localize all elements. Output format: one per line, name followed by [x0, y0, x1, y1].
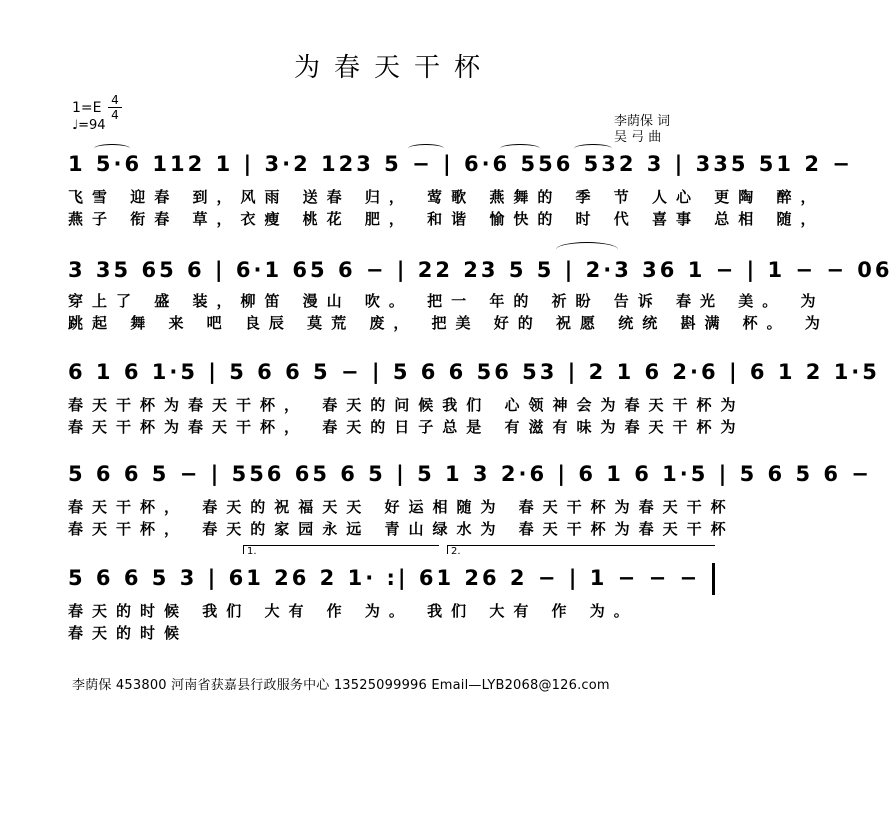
lyrics-verse-2-row-5: 春天的时候 [68, 624, 189, 642]
lyrics-verse-2-row-2: 跳起 舞 来 吧 良辰 莫荒 废， 把美 好的 祝愿 统统 斟满 杯。 为 [68, 314, 829, 332]
lyrics-verse-1-row-1: 飞雪 迎春 到，风雨 送春 归， 莺歌 燕舞的 季 节 人心 更陶 醉， [68, 188, 825, 206]
lyrics-verse-2-row-3: 春天干杯为春天干杯， 春天的日子总是 有滋有味为春天干杯为 [68, 418, 745, 436]
tempo-marking: ♩=94 [72, 118, 106, 133]
time-signature [108, 94, 122, 121]
notes-row-2: 3 35 65 6 | 6·1 65 6 − | 22 23 5 5 | 2·3 36 1 − | 1 − − 06 [68, 258, 892, 282]
time-signature-top: 4 [111, 93, 119, 107]
final-barline [712, 563, 715, 595]
lyrics-verse-1-row-2: 穿上了 盛 装，柳笛 漫山 吹。 把一 年的 祈盼 告诉 春光 美。 为 [68, 292, 825, 310]
lyrics-verse-1-row-3: 春天干杯为春天干杯， 春天的问候我们 心领神会为春天干杯为 [68, 396, 745, 414]
lyrics-verse-2-row-4: 春天干杯， 春天的家园永远 青山绿水为 春天干杯为春天干杯 [68, 520, 735, 538]
lyrics-verse-1-row-4: 春天干杯， 春天的祝福天天 好运相随为 春天干杯为春天干杯 [68, 498, 735, 516]
notes-row-3: 6 1 6 1·5 | 5 6 6 5 − | 5 6 6 56 53 | 2 1 6 2·6 | 6 1 2 1·5 [68, 360, 880, 384]
slur [500, 144, 540, 153]
composer-credit: 吴 弓 曲 [614, 130, 662, 145]
lyricist-credit: 李荫保 词 [614, 114, 671, 129]
contact-footer: 李荫保 453800 河南省获嘉县行政服务中心 13525099996 Email—LYB2068@126.com [72, 678, 610, 693]
slur [94, 144, 130, 153]
tie [556, 242, 618, 257]
time-signature-bottom: 4 [111, 108, 119, 122]
second-ending-bracket: 2. [447, 545, 715, 554]
key-signature: 1=E [72, 100, 102, 116]
notes-row-1: 1 5·6 112 1 | 3·2 123 5 − | 6·6 556 532 3 | 335 51 2 − [68, 152, 853, 176]
slur [408, 144, 444, 153]
notes-row-4: 5 6 6 5 − | 556 65 6 5 | 5 1 3 2·6 | 6 1 6 1·5 | 5 6 5 6 − [68, 462, 872, 486]
song-title: 为春天干杯 [293, 53, 494, 83]
notes-row-5: 5 6 6 5 3 | 61 26 2 1· :| 61 26 2 − | 1 − − − [68, 566, 701, 590]
lyrics-verse-2-row-1: 燕子 衔春 草，衣瘦 桃花 肥， 和谐 愉快的 时 代 喜事 总相 随， [68, 210, 825, 228]
slur [574, 144, 612, 153]
lyrics-verse-1-row-5: 春天的时候 我们 大有 作 为。 我们 大有 作 为。 [68, 602, 638, 620]
first-ending-bracket: 1. [243, 545, 439, 554]
